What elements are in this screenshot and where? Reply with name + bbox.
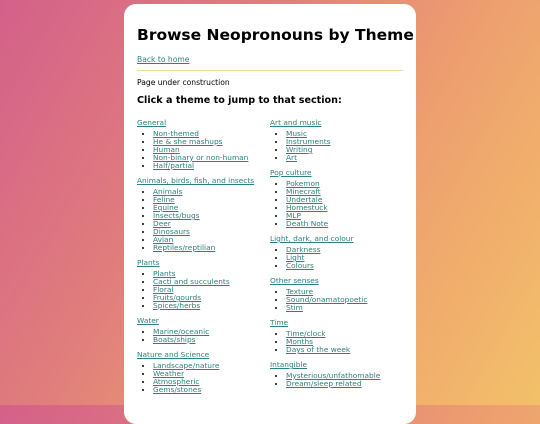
theme-link-feline[interactable]: Feline [153, 195, 175, 204]
theme-link-mysterious-unfathomable[interactable]: Mysterious/unfathomable [286, 371, 381, 380]
section-link-light-dark-and-colour[interactable]: Light, dark, and colour [270, 234, 354, 243]
theme-link-marine-oceanic[interactable]: Marine/oceanic [153, 327, 210, 336]
list-item [286, 154, 400, 162]
jump-heading: Click a theme to jump to that section: [137, 95, 342, 106]
theme-link-sound-onamatopoetic[interactable]: Sound/onamatopoetic [286, 295, 368, 304]
theme-link-colours[interactable]: Colours [286, 261, 314, 270]
section-link-water[interactable]: Water [137, 316, 159, 325]
theme-link-months[interactable]: Months [286, 337, 314, 346]
theme-link-equine[interactable]: Equine [153, 203, 179, 212]
theme-link-texture[interactable]: Texture [286, 287, 314, 296]
section-link-time[interactable]: Time [270, 318, 289, 327]
theme-link-art[interactable]: Art [286, 153, 297, 162]
theme-link-minecraft[interactable]: Minecraft [286, 187, 321, 196]
list-item [153, 302, 267, 310]
status-text: Page under construction [137, 78, 230, 87]
section-list-pop-culture [270, 180, 400, 228]
divider [137, 70, 403, 71]
content-card [124, 4, 416, 424]
theme-link-deer[interactable]: Deer [153, 219, 171, 228]
section-list-animals-birds-fish-and-insects [137, 188, 267, 252]
theme-link-homestuck[interactable]: Homestuck [286, 203, 328, 212]
theme-column-left [137, 118, 267, 400]
section-list-intangible [270, 372, 400, 388]
list-item [286, 262, 400, 270]
theme-link-days-of-the-week[interactable]: Days of the week [286, 345, 351, 354]
theme-link-gems-stones[interactable]: Gems/stones [153, 385, 202, 394]
list-item [286, 304, 400, 312]
theme-link-plants[interactable]: Plants [153, 269, 176, 278]
back-to-home-link[interactable]: Back to home [137, 55, 190, 64]
section-link-intangible[interactable]: Intangible [270, 360, 308, 369]
theme-link-half-partial[interactable]: Half/partial [153, 161, 195, 170]
theme-link-boats-ships[interactable]: Boats/ships [153, 335, 196, 344]
list-item [153, 244, 267, 252]
theme-link-landscape-nature[interactable]: Landscape/nature [153, 361, 220, 370]
list-item [286, 380, 400, 388]
theme-link-floral[interactable]: Floral [153, 285, 174, 294]
theme-link-darkness[interactable]: Darkness [286, 245, 321, 254]
list-item [153, 336, 267, 344]
section-list-general [137, 130, 267, 170]
section-link-pop-culture[interactable]: Pop culture [270, 168, 312, 177]
section-list-water [137, 328, 267, 344]
section-list-plants [137, 270, 267, 310]
theme-link-music[interactable]: Music [286, 129, 308, 138]
section-link-general[interactable]: General [137, 118, 167, 127]
theme-link-he-she-mashups[interactable]: He & she mashups [153, 137, 223, 146]
section-link-art-and-music[interactable]: Art and music [270, 118, 322, 127]
theme-link-reptiles-reptilian[interactable]: Reptiles/reptilian [153, 243, 216, 252]
theme-link-writing[interactable]: Writing [286, 145, 313, 154]
list-item [286, 296, 400, 304]
list-item [286, 146, 400, 154]
section-list-other-senses [270, 288, 400, 312]
section-link-plants[interactable]: Plants [137, 258, 160, 267]
section-link-nature-and-science[interactable]: Nature and Science [137, 350, 210, 359]
section-list-light-dark-and-colour [270, 246, 400, 270]
theme-link-non-binary-or-non-human[interactable]: Non-binary or non-human [153, 153, 249, 162]
theme-link-mlp[interactable]: MLP [286, 211, 301, 220]
list-item [286, 346, 400, 354]
theme-link-stim[interactable]: Stim [286, 303, 303, 312]
theme-link-atmospheric[interactable]: Atmospheric [153, 377, 200, 386]
theme-link-weather[interactable]: Weather [153, 369, 185, 378]
theme-link-pokemon[interactable]: Pokemon [286, 179, 320, 188]
theme-link-spices-herbs[interactable]: Spices/herbs [153, 301, 201, 310]
theme-link-human[interactable]: Human [153, 145, 180, 154]
theme-link-dream-sleep-related[interactable]: Dream/sleep related [286, 379, 362, 388]
section-link-other-senses[interactable]: Other senses [270, 276, 319, 285]
theme-link-fruits-gourds[interactable]: Fruits/gourds [153, 293, 202, 302]
section-link-animals-birds-fish-and-insects[interactable]: Animals, birds, fish, and insects [137, 176, 255, 185]
theme-link-non-themed[interactable]: Non-themed [153, 129, 199, 138]
list-item [286, 204, 400, 212]
theme-link-avian[interactable]: Avian [153, 235, 174, 244]
list-item [153, 162, 267, 170]
section-list-art-and-music [270, 130, 400, 162]
list-item [153, 386, 267, 394]
theme-link-light[interactable]: Light [286, 253, 305, 262]
theme-link-undertale[interactable]: Undertale [286, 195, 323, 204]
page-title: Browse Neopronouns by Theme [137, 26, 414, 44]
theme-link-animals[interactable]: Animals [153, 187, 183, 196]
theme-link-time-clock[interactable]: Time/clock [286, 329, 326, 338]
theme-link-death-note[interactable]: Death Note [286, 219, 329, 228]
theme-column-right [270, 118, 400, 394]
list-item [286, 220, 400, 228]
theme-link-instruments[interactable]: Instruments [286, 137, 331, 146]
theme-link-dinosaurs[interactable]: Dinosaurs [153, 227, 190, 236]
section-list-time [270, 330, 400, 354]
theme-link-cacti-and-succulents[interactable]: Cacti and succulents [153, 277, 230, 286]
theme-link-insects-bugs[interactable]: Insects/bugs [153, 211, 200, 220]
section-list-nature-and-science [137, 362, 267, 394]
